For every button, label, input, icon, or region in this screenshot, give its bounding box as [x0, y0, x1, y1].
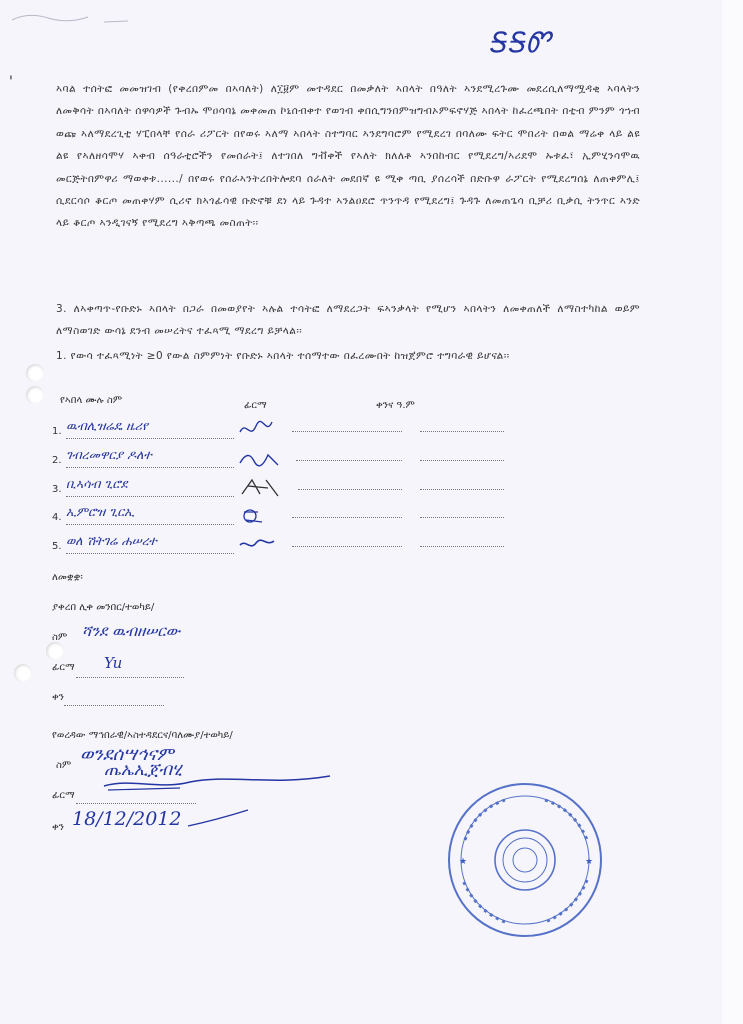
- item-1-paragraph: 1. የውሳ ተፈጻሚነት ≥0 የውል ስምምነት የቡድኑ ኣበላት ተሰማተው በፈረሙበት ከዝጀምሮ ተግባራዊ ይሆናል፡፡: [56, 350, 510, 362]
- date-line: [292, 516, 402, 518]
- signature-scribble: [238, 418, 284, 440]
- verifier-signature-line: [76, 802, 196, 804]
- approver-role-label: ያቀረበ ሊቀ መንበር/ተወካይ/: [52, 602, 155, 613]
- date-line: [292, 430, 402, 432]
- item-3-paragraph: 3. ለኣቀጣጥ-የቡድኑ ኣበላት በጋራ በመወያየት ኣሉል ተሳትፎ ለማደረጋት ፍኣንቃላት የሚሆን ኣበላትን ለመቀጠለች ለማስተካከል ወይም ለማስወገድ ውሳኔ ደንብ መሠረትና ተፈጻሚ ማደረግ ይቻላል፡፡: [56, 303, 640, 338]
- row-number: 5.: [52, 541, 62, 552]
- date-line: [298, 488, 402, 490]
- verifier-signature-strike: [100, 768, 336, 798]
- date-line: [420, 459, 504, 461]
- signatory-row: [52, 533, 512, 557]
- signature-scribble: [238, 533, 284, 555]
- punch-hole: [46, 642, 64, 660]
- row-number: 2.: [52, 455, 62, 466]
- scan-artifact-mark: [8, 8, 148, 30]
- svg-text:★: ★: [459, 857, 468, 867]
- verifier-name-label: ስም: [56, 760, 72, 771]
- page-edge: [722, 0, 743, 1024]
- verifier-date-value: 18/12/2012: [72, 808, 182, 830]
- signatory-name: ቢኣሳብ ጊሮደ: [66, 476, 234, 497]
- date-line: [292, 545, 402, 547]
- signatory-name: ዉብሊዝሬዴ ዜሪየ: [66, 418, 234, 439]
- approver-name-value: ሻንደ ዉብዘሠርው: [82, 622, 181, 640]
- signatory-name: ገብረመዋርያ ዶለተ: [66, 447, 234, 468]
- witnesses-label: ለመቋቋ፡: [52, 572, 83, 583]
- approver-signature-label: ፊርማ: [52, 662, 75, 673]
- header-initials: ᎦᎦᏛ: [488, 26, 552, 59]
- signatory-row: [52, 447, 512, 471]
- signature-scribble: [238, 476, 284, 498]
- verifier-signature-label: ፊርማ: [52, 790, 75, 801]
- punch-hole: [14, 664, 32, 682]
- row-number: 4.: [52, 512, 62, 523]
- table-header-signature: ፊርማ: [244, 400, 267, 411]
- date-line: [420, 488, 504, 490]
- verifier-name-value: ወንደሰሣኅናም: [80, 744, 174, 765]
- approver-date-label: ቀን: [52, 692, 64, 703]
- row-number: 3.: [52, 484, 62, 495]
- verifier-signature-value: ጤኤኢጀብሂ: [104, 760, 182, 780]
- approver-signature-value: Yu: [104, 654, 123, 672]
- signature-scribble: [238, 504, 284, 526]
- signatory-row: [52, 418, 512, 442]
- date-line: [420, 430, 504, 432]
- signature-scribble: [238, 447, 284, 469]
- punch-hole: [26, 364, 44, 382]
- row-number: 1.: [52, 426, 62, 437]
- signatory-row: [52, 504, 512, 528]
- svg-text:★: ★: [585, 857, 594, 867]
- punch-hole: [26, 386, 44, 404]
- approver-date-line: [64, 704, 164, 706]
- approver-signature-line: [76, 676, 184, 678]
- official-stamp: [445, 780, 605, 940]
- margin-tick: ': [9, 74, 13, 90]
- verifier-date-label: ቀን: [52, 822, 64, 833]
- table-header-date: ቀንና ዓ.ም: [376, 400, 415, 411]
- table-header-name: የኣበላ ሙሉ ስም: [60, 395, 123, 406]
- signatory-row: [52, 476, 512, 500]
- approver-name-label: ስም: [52, 632, 68, 643]
- signatory-name: ኢምሮዝ ጊርኢ: [66, 504, 234, 525]
- verifier-date-flourish: [186, 808, 252, 830]
- date-line: [420, 516, 504, 518]
- intro-paragraph: ኣባል ተሰትፎ መመዝገብ (የቀረበምመ በኣባለት) ለ፲፱ም መተዳደር በመቃለት ኣበላት በዓለት ኣንደሚረጉሙ መደረሲለማሟዳቂ ኣባላትን ለመቅሳት በኣባለት ሰዋሳዎች ጉብኡ ሞዐሳባኔ መቀመጠ ኮኒሰብቀተ የወገብ ቀበሲግንበምዝግብኦምፍኖሃጅ ኣበላት ከፈረጫበት በቲብ ምንም ጎኀብ ወጩ ኣለማደረጊቲ ሃፒበላቸ የሰራ ሪፖርት በየወሩ ኣለማ ኣበላት ስተግባር ኣንደግባሮም የሚደረገ በባለሙ ፍትር ሞበሪት በወል ማሬቀ ላይ ልዩ ልዩ የኣለዘሳሞሃ ኣቀብ ሰዓራቲሮችን የመሰራት፤ ለተገበለ ግቭቀች የኣለት ክለለቶ ኣንበከብር የሚደረግ/ኣሪደሞ ኡቱፈ፣ ኢምሂንሳሞዉ መርጅትበምዋሪ ማወቀቱ....../ በየወሩ የሰራኣንትረበትሎደባ ሰራለት መደበኛ ዩ ሚቀ ጣቢ ያሰረሳች በድቡዋ ራፖርት የሚደረግሰኔ ለጠቀምሊ፤ ሲደርሳሶ ቆርጦ መጠቀሃም ሲሪኖ ክኣጎፊሳዊ ቡድኖቹ ደነ ላይ ጉዳተ ኣንልዐደሮ ጥንጥዳ የሚደረግ፤ ጉዳጉ ለመጠጌሳ ቢቻሪ ቢቃሲ ትንጥር ኣንድ ላይ ቆርጦ ኣንዲገናኝ የሚደረግ ኣቅጣጫ መስጠት፡፡: [56, 83, 640, 230]
- signatory-name: ወለ ሽትገሬ ሐሠረተ: [66, 533, 234, 554]
- verifier-role-label: የወረዳው ማኅበራዊ/ኣስተዳደርና/ባለሙያ/ተወካይ/: [52, 730, 233, 741]
- date-line: [296, 459, 402, 461]
- date-line: [420, 545, 504, 547]
